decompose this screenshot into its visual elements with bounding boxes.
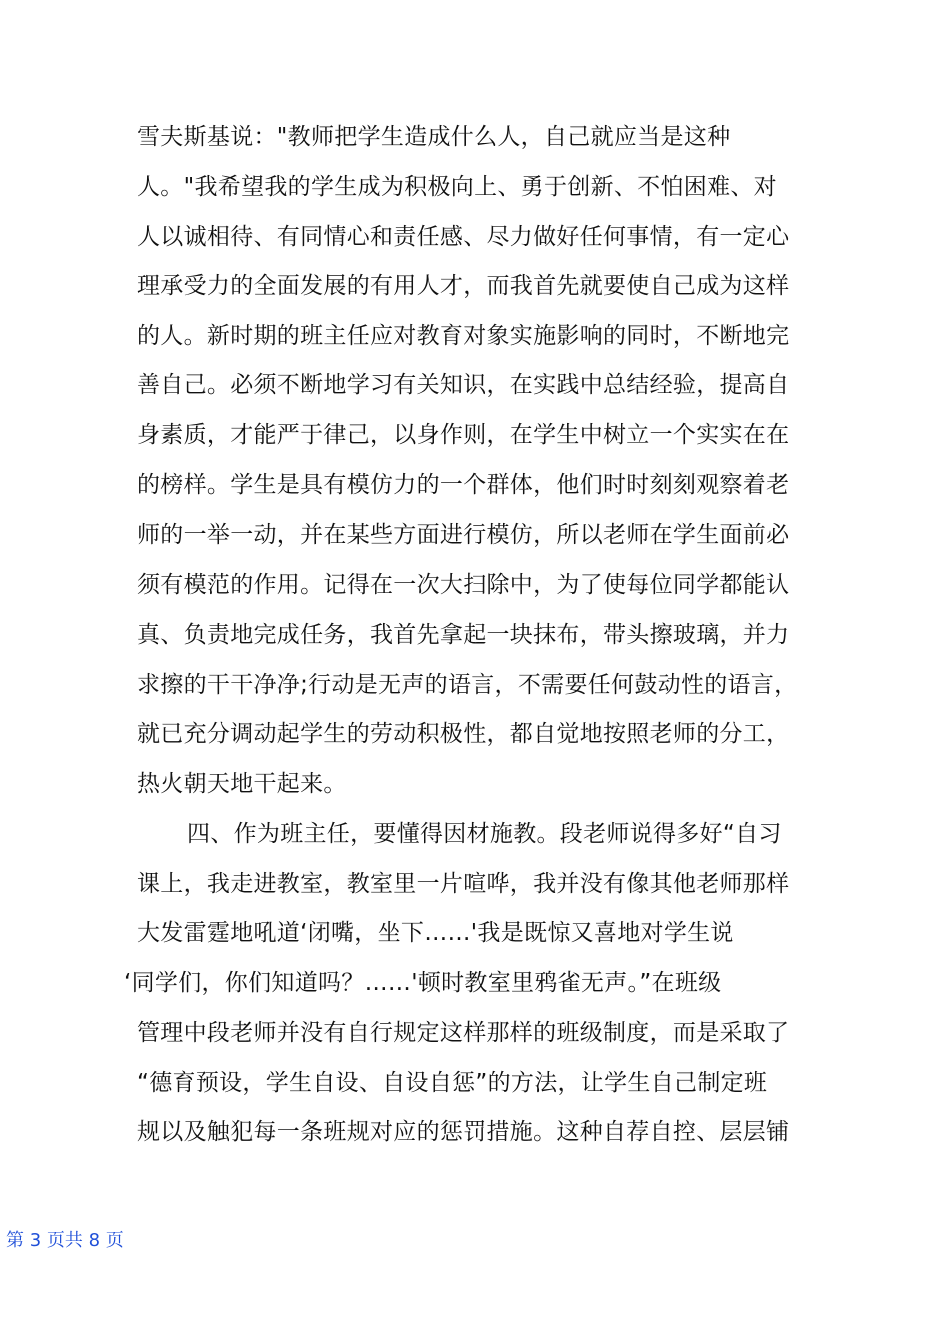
text-line: 善自己。必须不断地学习有关知识，在实践中总结经验，提高自 — [137, 372, 790, 398]
text-line: 人。"我希望我的学生成为积极向上、勇于创新、不怕困难、对 — [137, 174, 777, 200]
text-line: 真、负责地完成任务，我首先拿起一块抹布，带头擦玻璃，并力 — [137, 622, 790, 648]
text-line: 须有模范的作用。记得在一次大扫除中，为了使每位同学都能认 — [137, 572, 790, 598]
text-line: 人以诚相待、有同情心和责任感、尽力做好任何事情，有一定心 — [137, 224, 790, 250]
text-line: 管理中段老师并没有自行规定这样那样的班级制度，而是采取了 — [137, 1020, 790, 1046]
page-indicator: 第 3 页共 8 页 — [6, 1230, 124, 1251]
text-line: 雪夫斯基说："教师把学生造成什么人，自己就应当是这种 — [137, 124, 731, 150]
text-line: 课上，我走进教室，教室里一片喧哗，我并没有像其他老师那样 — [137, 871, 790, 897]
text-line: 热火朝天地干起来。 — [137, 771, 347, 797]
text-line: ‘同学们，你们知道吗？……'顿时教室里鸦雀无声。”在班级 — [124, 970, 722, 996]
text-line: “德育预设，学生自设、自设自惩”的方法，让学生自己制定班 — [137, 1070, 768, 1096]
paragraph-start-line: 四、作为班主任，要懂得因材施教。段老师说得多好“自习 — [187, 821, 782, 847]
text-line: 求擦的干干净净;行动是无声的语言，不需要任何鼓动性的语言， — [137, 672, 798, 698]
text-line: 规以及触犯每一条班规对应的惩罚措施。这种自荐自控、层层铺 — [137, 1119, 790, 1145]
text-line: 的榜样。学生是具有模仿力的一个群体，他们时时刻刻观察着老 — [137, 472, 790, 498]
text-line: 大发雷霆地吼道‘闭嘴，坐下……'我是既惊又喜地对学生说 — [137, 920, 734, 946]
text-line: 身素质，才能严于律己，以身作则，在学生中树立一个实实在在 — [137, 422, 790, 448]
text-line: 的人。新时期的班主任应对教育对象实施影响的同时，不断地完 — [137, 323, 790, 349]
text-line: 师的一举一动，并在某些方面进行模仿，所以老师在学生面前必 — [137, 522, 790, 548]
text-line: 就已充分调动起学生的劳动积极性，都自觉地按照老师的分工， — [137, 721, 790, 747]
text-line: 理承受力的全面发展的有用人才，而我首先就要使自己成为这样 — [137, 273, 790, 299]
